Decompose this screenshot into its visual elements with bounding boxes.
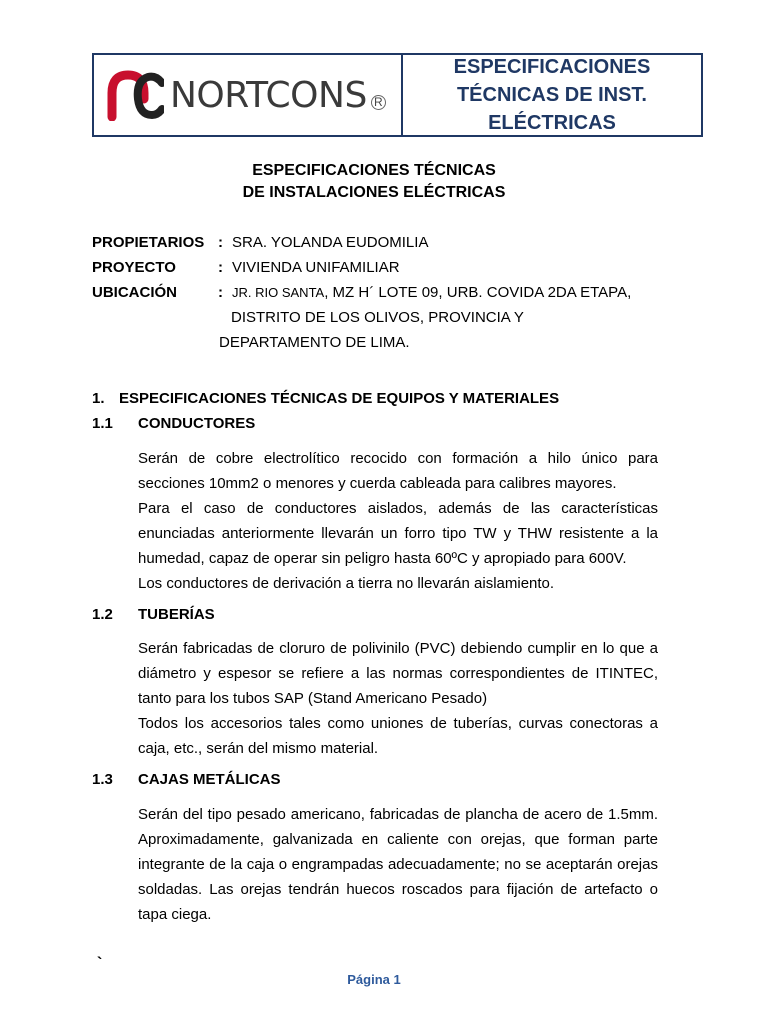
info-row-ubicacion: [92, 280, 631, 305]
info-label: UBICACIÓN: [92, 284, 177, 301]
subsection-heading: [92, 415, 255, 432]
registered-mark: R: [371, 95, 386, 110]
page-number: Página 1: [347, 972, 401, 987]
info-value-line2: DISTRITO DE LOS OLIVOS, PROVINCIA Y: [231, 309, 524, 326]
info-value: SRA. YOLANDA EUDOMILIA: [232, 234, 429, 251]
nortcons-logo-icon: [106, 69, 164, 121]
paragraph-text: Serán del tipo pesado americano, fabricadas de plancha de acero de 1.5mm. Aproximadamente, galvanizada en caliente con orejas, que forman parte integrante de la caja o engrampadas adecuadamente; no se aceptarán orejas soldadas. Las orejas tendrán huecos roscados para fijación de artefacto o tapa ciega.: [138, 806, 658, 923]
stray-mark: `: [97, 955, 103, 972]
info-value-line3: DEPARTAMENTO DE LIMA.: [219, 334, 410, 351]
document-title-line: DE INSTALACIONES ELÉCTRICAS: [242, 184, 506, 201]
header-title-line: ELÉCTRICAS: [488, 112, 616, 134]
subsection-number: 1.3: [92, 771, 113, 788]
info-row-propietarios: [92, 230, 631, 255]
paragraph-text: Para el caso de conductores aislados, además de las características enunciadas anteriormente llevarán un forro tipo TW y THW resistente a la humedad, capaz de operar sin peligro hasta 60ºC y apropiado para 600V.: [138, 500, 658, 567]
section-title: ESPECIFICACIONES TÉCNICAS DE EQUIPOS Y MATERIALES: [119, 390, 560, 407]
subsection-number: 1.2: [92, 606, 113, 623]
paragraph-text: Todos los accesorios tales como uniones de tuberías, curvas conectoras a caja, etc., serán del mismo material.: [138, 715, 658, 757]
document-title: [0, 160, 748, 204]
document-title-line: ESPECIFICACIONES TÉCNICAS: [252, 162, 496, 179]
info-value: [232, 280, 631, 305]
document-header: [92, 53, 703, 137]
info-value-rest: , MZ H´ LOTE 09, URB. COVIDA 2DA ETAPA,: [324, 284, 632, 301]
paragraph-text: Serán de cobre electrolítico recocido con formación a hilo único para secciones 10mm2 o menores y cuerda cableada para calibres mayores.: [138, 450, 658, 492]
subsection-title: CONDUCTORES: [138, 415, 256, 432]
section-number: 1.: [92, 390, 105, 407]
subsection-heading: [92, 771, 281, 788]
section-heading: [92, 390, 559, 407]
info-colon: :: [218, 284, 223, 301]
info-colon: :: [218, 259, 223, 276]
info-label: PROPIETARIOS: [92, 234, 205, 251]
subsection-number: 1.1: [92, 415, 113, 432]
header-title-line: ESPECIFICACIONES: [453, 56, 651, 78]
paragraph: [138, 802, 658, 927]
info-value-street: JR. RIO SANTA: [232, 285, 325, 300]
project-info: [92, 230, 631, 355]
header-title-line: TÉCNICAS DE INST.: [456, 84, 647, 106]
logo-text: NORTCONS: [170, 74, 367, 116]
info-value: VIVIENDA UNIFAMILIAR: [232, 259, 400, 276]
logo: [94, 55, 403, 135]
info-colon: :: [218, 234, 223, 251]
info-row-proyecto: [92, 255, 631, 280]
header-title: [403, 55, 701, 135]
paragraph: [138, 446, 658, 596]
paragraph-text: Los conductores de derivación a tierra no llevarán aislamiento.: [138, 575, 555, 592]
paragraph: [138, 636, 658, 761]
paragraph-text: Serán fabricadas de cloruro de polivinilo (PVC) debiendo cumplir en lo que a diámetro y espesor se refiere a las normas correspondientes de ITINTEC, tanto para los tubos SAP (Stand Americano Pesado): [138, 640, 658, 707]
info-label: PROYECTO: [92, 259, 176, 276]
subsection-title: CAJAS METÁLICAS: [138, 771, 281, 788]
subsection-title: TUBERÍAS: [138, 606, 215, 623]
subsection-heading: [92, 606, 215, 623]
